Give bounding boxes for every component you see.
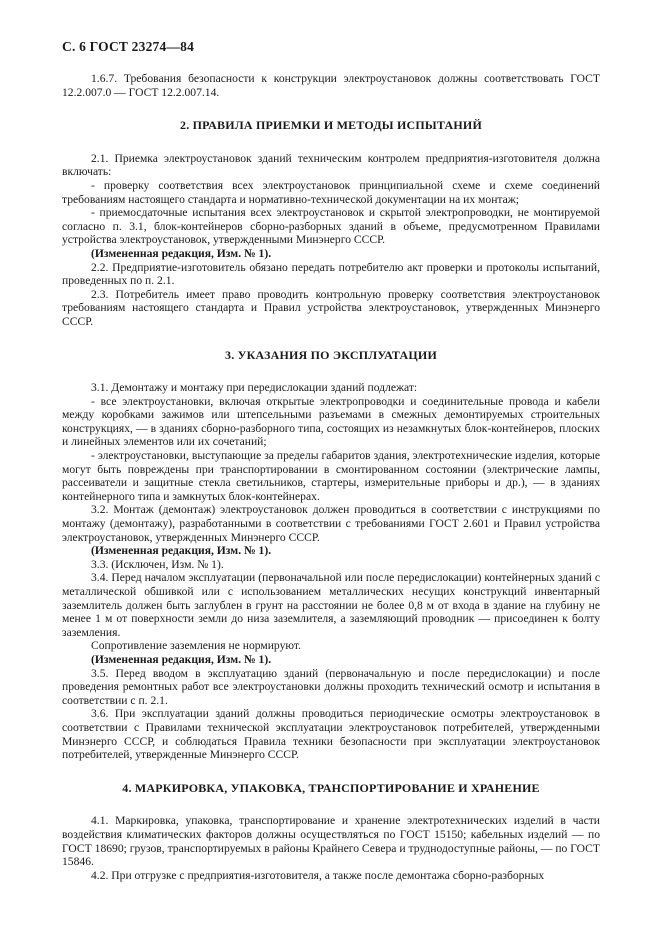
paragraph: 3.4. Перед началом эксплуатации (первоначальной или после передислокации) контейнерных зданий с металлической обшивкой или с использованием металлических несущих конструкций инвентарный заземлитель должен быть заглублен в грунт на расстоянии не более 0,8 м от входа в здание на глубину не менее 1 м от поверхности земли до низа заземлителя, а заземляющий проводник — присоединен к болту заземления. [62, 571, 600, 639]
paragraph: - приемосдаточные испытания всех электроустановок и скрытой электропроводки, не монтируемой согласно п. 3.1, блок-контейнеров сборно-разборных зданий в объеме, предусмотренном Правилами устройства электроустановок, утвержденными Минэнерго СССР. [62, 206, 600, 247]
paragraph: 3.6. При эксплуатации зданий должны проводиться периодические осмотры электроустановок в соответствии с Правилами технической эксплуатации электроустановок потребителей, утвержденными Минэнерго СССР, и соблюдаться Правила техники безопасности при эксплуатации электроустановок потребителей, утвержденные Минэнерго СССР. [62, 707, 600, 762]
paragraph: - проверку соответствия всех электроустановок принципиальной схеме и схеме соединений требованиям настоящего стандарта и нормативно-технической документации на их монтаж; [62, 178, 600, 206]
paragraph: 2.3. Потребитель имеет право проводить контрольную проверку соответствия электроустановок требованиям настоящего стандарта и Правил устройства электроустановок, утвержденных Минэнерго СССР. [62, 287, 600, 328]
paragraph: Сопротивление заземления не нормируют. [91, 639, 301, 653]
paragraph: 1.6.7. Требования безопасности к конструкции электроустановок должны соответствовать ГОСТ 12.2.007.0 — ГОСТ 12.2.007.14. [62, 72, 600, 99]
paragraph: 3.3. (Исключен, Изм. № 1). [91, 557, 224, 571]
paragraph: 3.1. Демонтажу и монтажу при передислокации зданий подлежат: [91, 381, 418, 395]
amendment-note: (Измененная редакция, Изм. № 1). [91, 544, 272, 558]
amendment-note: (Измененная редакция, Изм. № 1). [91, 652, 272, 666]
paragraph: 4.2. При отгрузке с предприятия-изготовителя, а также после демонтажа сборно-разборных [91, 868, 545, 882]
paragraph: - электроустановки, выступающие за пределы габаритов здания, электротехнические изделия, которые могут быть повреждены при транспортировании в смонтированном состоянии (электрические лампы, рассеиватели и защитные стекла светильников, стартеры, измерительные приборы и др.), — в зданиях контейнерного типа и замкнутых блок-контейнерах. [62, 449, 600, 503]
section-heading: 4. МАРКИРОВКА, УПАКОВКА, ТРАНСПОРТИРОВАНИЕ И ХРАНЕНИЕ [122, 780, 540, 795]
document-body [62, 72, 600, 882]
paragraph: - все электроустановки, включая открытые электропроводки и соединительные провода и кабели между коробками зажимов или штепсельными разъемами в смежных демонтируемых строительных конструкциях, — в зданиях сборно-разборного типа, состоящих из незамкнутых блок-контейнеров, плоских и линейных элементов или их сочетаний; [62, 394, 600, 449]
paragraph: 3.2. Монтаж (демонтаж) электроустановок должен проводиться в соответствии с инструкциями по монтажу (демонтажу), разработанными в соответствии с требованиями ГОСТ 2.601 и Правил устройства электроустановок, утвержденных Минэнерго СССР. [62, 503, 600, 544]
section-heading: 2. ПРАВИЛА ПРИЕМКИ И МЕТОДЫ ИСПЫТАНИЙ [180, 118, 482, 133]
section-heading: 3. УКАЗАНИЯ ПО ЭКСПЛУАТАЦИИ [225, 347, 437, 362]
amendment-note: (Измененная редакция, Изм. № 1). [91, 246, 272, 260]
paragraph: 2.2. Предприятие-изготовитель обязано передать потребителю акт проверки и протоколы испытаний, проведенных по п. 2.1. [62, 260, 600, 288]
page-header: С. 6 ГОСТ 23274—84 [62, 39, 195, 54]
paragraph: 3.5. Перед вводом в эксплуатацию зданий (первоначальную и после передислокации) и после проведения ремонтных работ все электроустановки должны проходить технический осмотр и испытания в соответствии с п. 2.1. [62, 666, 600, 707]
paragraph: 4.1. Маркировка, упаковка, транспортирование и хранение электротехнических изделий в части воздействия климатических факторов должны осуществляться по ГОСТ 15150; кабельных изделий — по ГОСТ 18690; грузов, транспортируемых в районы Крайнего Севера и труднодоступные районы, — по ГОСТ 15846. [62, 814, 600, 869]
paragraph: 2.1. Приемка электроустановок зданий техническим контролем предприятия-изготовителя должна включать: [62, 151, 600, 179]
